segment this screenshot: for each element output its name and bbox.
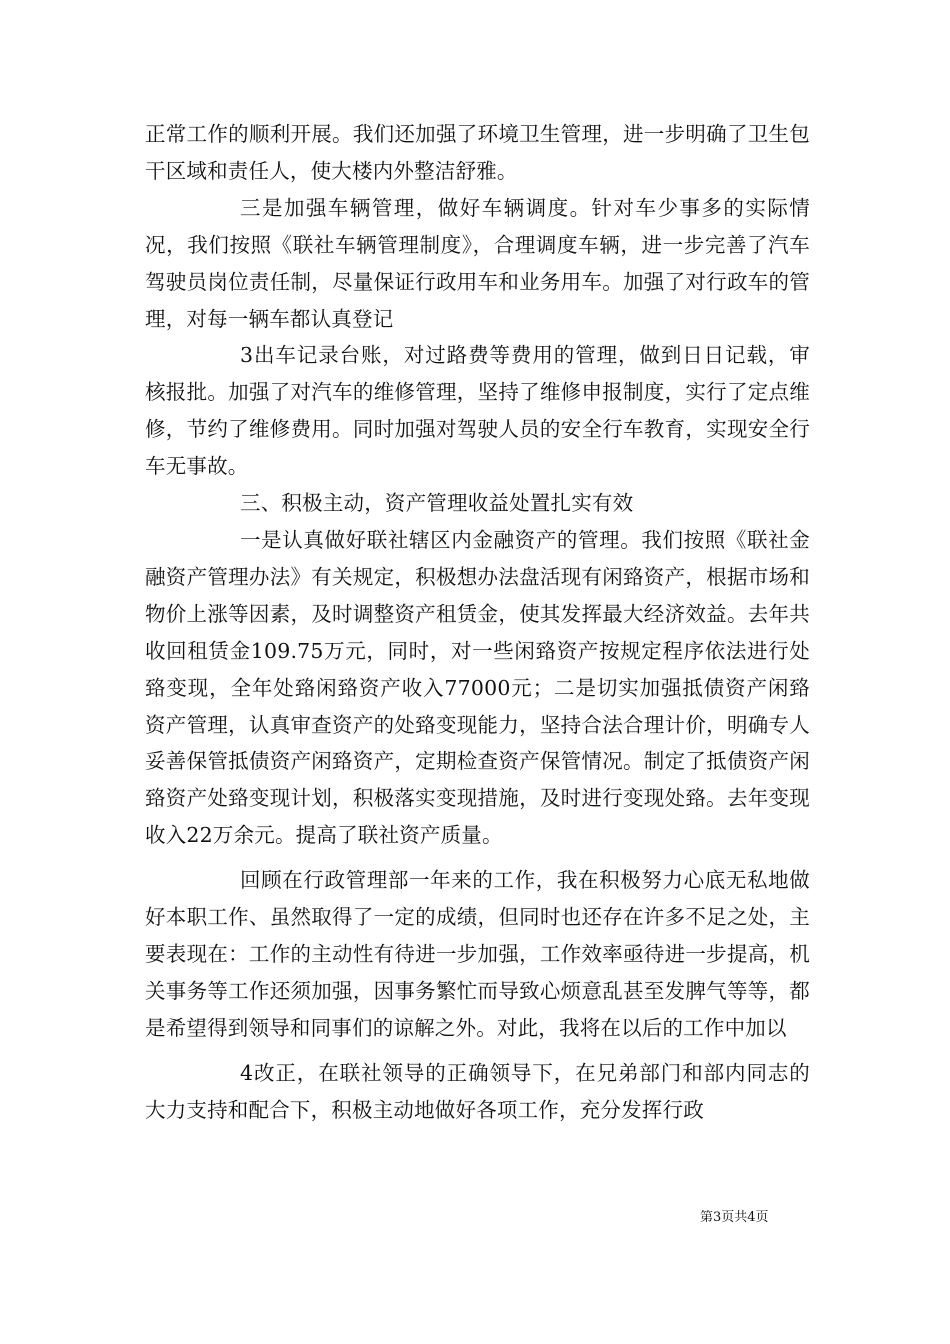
paragraph-financial-assets: 一是认真做好联社辖区内金融资产的管理。我们按照《联社金融资产管理办法》有关规定，积极想办法盘活现有闲臵资产，根据市场和物价上涨等因素，及时调整资产租赁金，使其发挥最大经济效益。去年共收回租赁金109.75万元，同时，对一些闲臵资产按规定程序依法进行处臵变现，全年处臵闲臵资产收入77000元；二是切实加强抵债资产闲臵资产管理，认真审查资产的处臵变现能力，坚持合法合理计价，明确专人妥善保管抵债资产闲臵资产，定期检查资产保管情况。制定了抵债资产闲臵资产处臵变现计划，积极落实变现措施，及时进行变现处臵。去年变现收入22万余元。提高了联社资产质量。 (145, 527, 810, 848)
paragraph-vehicle-records: 3出车记录台账，对过路费等费用的管理，做到日日记载，审核报批。加强了对汽车的维修管理，坚持了维修申报制度，实行了定点维修，节约了维修费用。同时加强对驾驶人员的安全行车教育，实现安全行车无事故。 (145, 343, 810, 479)
paragraph-improvement: 4改正，在联社领导的正确领导下，在兄弟部门和部内同志的大力支持和配合下，积极主动地做好各项工作，充分发挥行政 (145, 1060, 810, 1122)
section-heading-asset-management: 三、积极主动，资产管理收益处置扎实有效 (240, 491, 634, 516)
paragraph-vehicle-management: 三是加强车辆管理，做好车辆调度。针对车少事多的实际情况，我们按照《联社车辆管理制度》，合理调度车辆，进一步完善了汽车驾驶员岗位责任制，尽量保证行政用车和业务用车。加强了对行政车的管理，对每一辆车都认真登记 (145, 195, 810, 331)
document-body (145, 116, 810, 1128)
paragraph-environment-hygiene: 正常工作的顺利开展。我们还加强了环境卫生管理，进一步明确了卫生包干区域和责任人，使大楼内外整洁舒雅。 (145, 122, 810, 183)
paragraph-work-review: 回顾在行政管理部一年来的工作，我在积极努力心底无私地做好本职工作、虽然取得了一定的成绩，但同时也还存在许多不足之处，主要表现在：工作的主动性有待进一步加强，工作效率亟待进一步提高，机关事务等工作还须加强，因事务繁忙而导致心烦意乱甚至发脾气等等，都是希望得到领导和同事们的谅解之外。对此，我将在以后的工作中加以 (145, 868, 810, 1040)
page-number-footer: 第3页共4页 (700, 1210, 769, 1225)
